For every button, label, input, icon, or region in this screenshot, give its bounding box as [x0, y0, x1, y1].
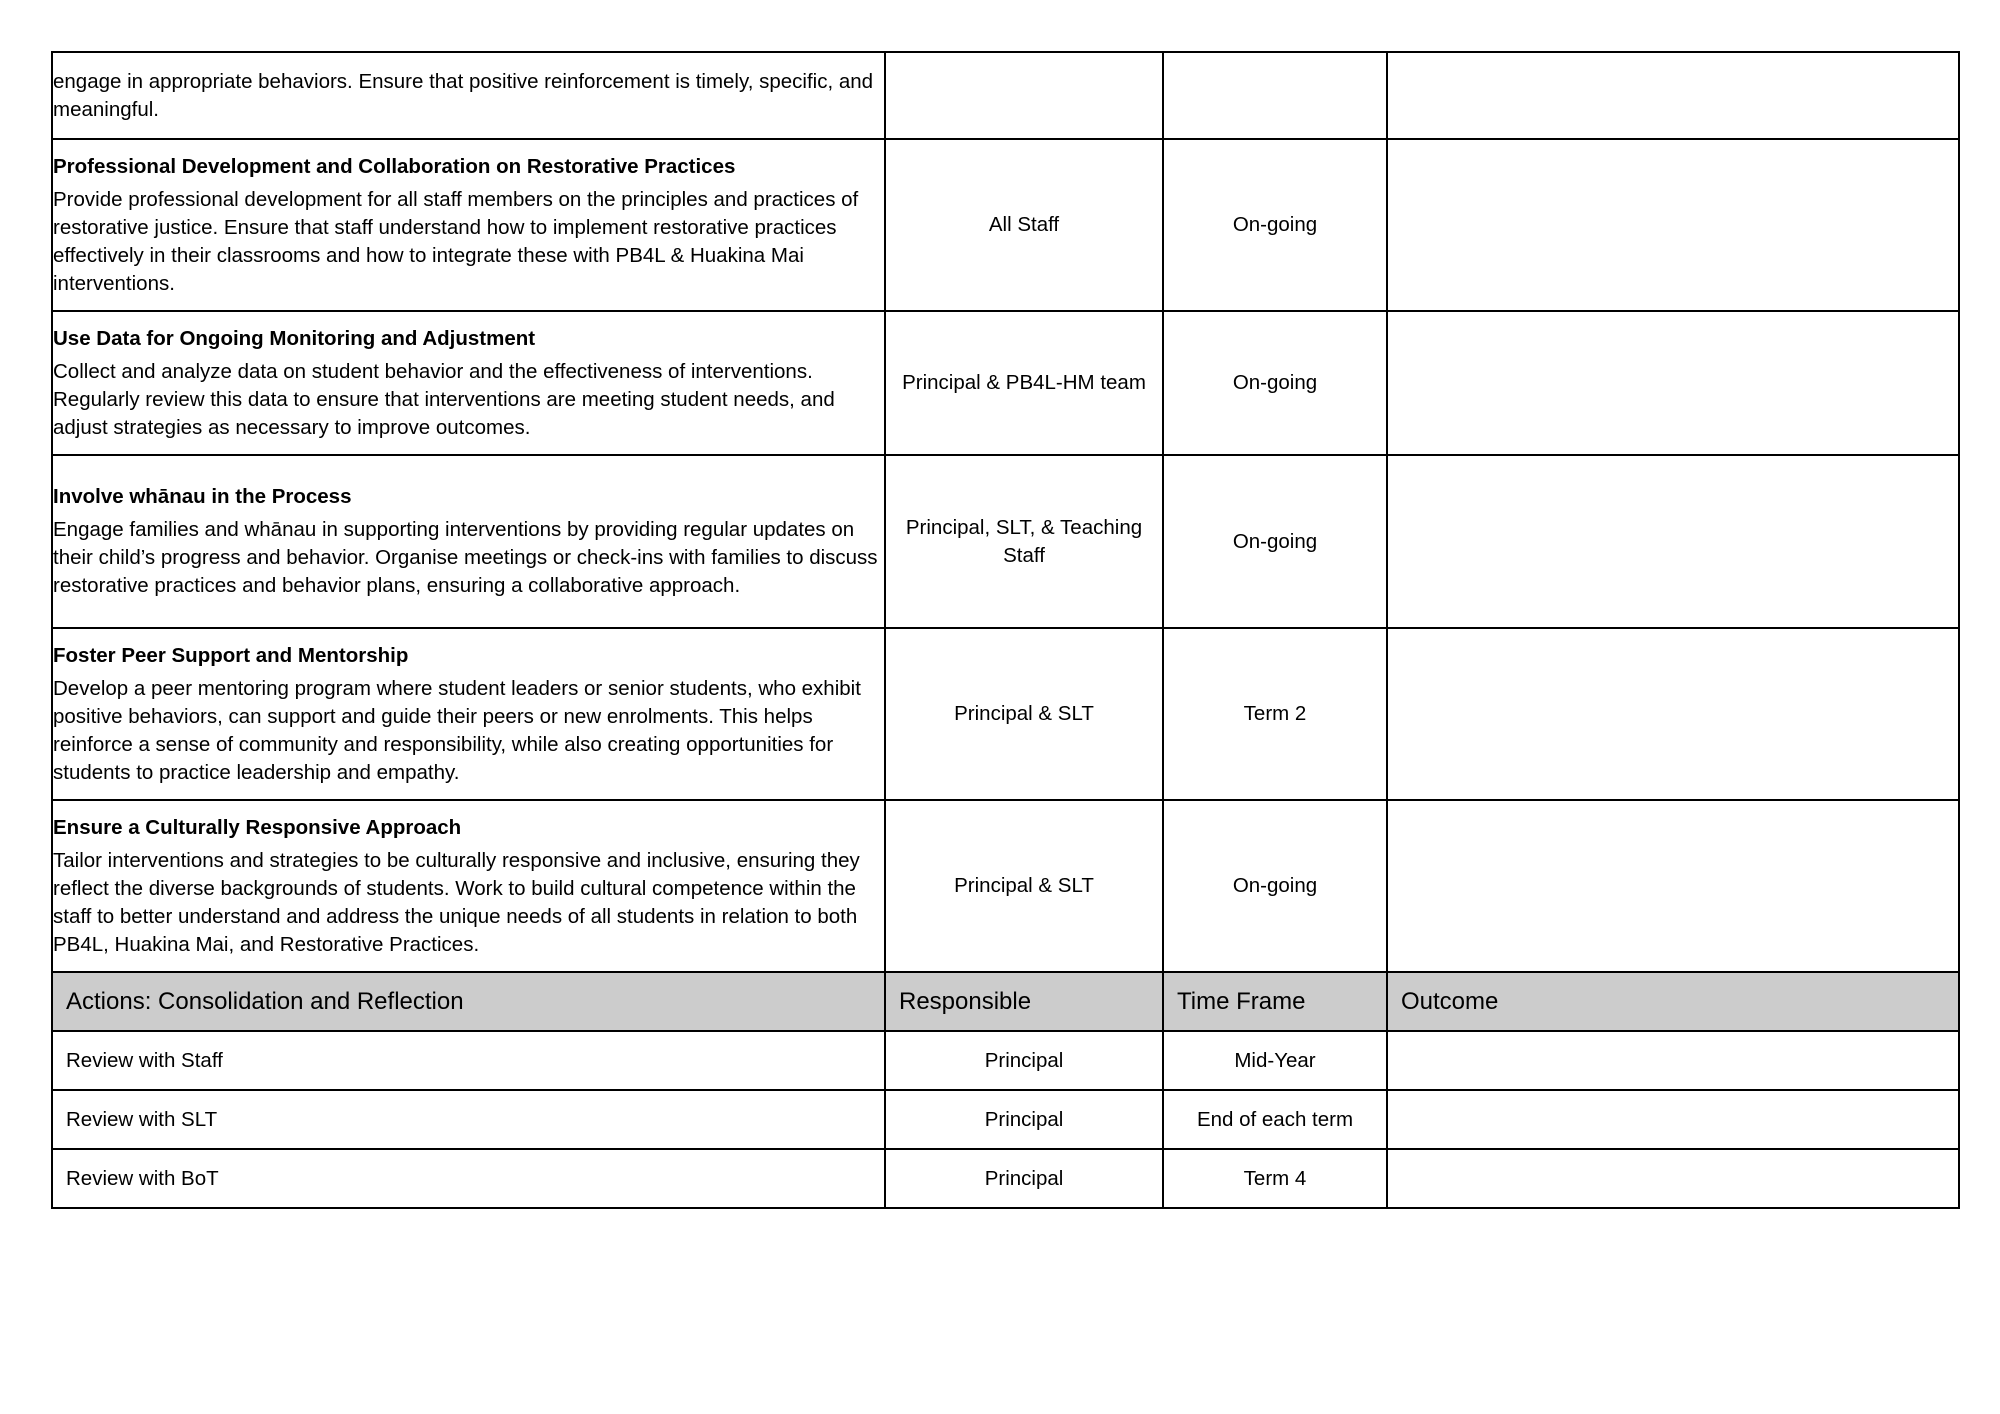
- action-title: Involve whānau in the Process: [53, 485, 352, 508]
- time-frame-cell: Term 2: [1163, 628, 1387, 800]
- responsible-cell: Principal & SLT: [885, 800, 1163, 972]
- table-row: [52, 1149, 1959, 1208]
- table-row: [52, 455, 1959, 628]
- header-responsible: Responsible: [885, 972, 1163, 1031]
- action-cell: [52, 311, 885, 455]
- table-row: [52, 52, 1959, 139]
- outcome-cell: [1387, 52, 1959, 139]
- action-title: Professional Development and Collaboration on Restorative Practices: [53, 154, 736, 178]
- action-cell: Review with BoT: [52, 1149, 885, 1208]
- time-frame-cell: Mid-Year: [1163, 1031, 1387, 1090]
- responsible-cell: Principal: [885, 1149, 1163, 1208]
- action-description: Collect and analyze data on student behavior and the effectiveness of interventions. Regularly review this data to ensure that interventions are meeting student needs, and adjust strategies as necessary to improve outcomes.: [53, 359, 835, 439]
- action-cell: [52, 628, 885, 800]
- table-row: [52, 139, 1959, 311]
- outcome-cell: [1387, 1031, 1959, 1090]
- outcome-cell: [1387, 800, 1959, 972]
- action-title: Foster Peer Support and Mentorship: [53, 643, 409, 667]
- header-time-frame: Time Frame: [1163, 972, 1387, 1031]
- time-frame-cell: On-going: [1163, 800, 1387, 972]
- header-actions: Actions: Consolidation and Reflection: [52, 972, 885, 1031]
- responsible-cell: Principal, SLT, & Teaching Staff: [885, 455, 1163, 628]
- action-title: Use Data for Ongoing Monitoring and Adjustment: [53, 326, 536, 350]
- responsible-cell: Principal & SLT: [885, 628, 1163, 800]
- action-cell: [52, 800, 885, 972]
- action-description: Provide professional development for all staff members on the principles and practices of restorative justice. Ensure that staff understand how to implement restorative practices effectively in their classrooms and how to integrate these with PB4L & Huakina Mai interventions.: [53, 187, 859, 295]
- header-outcome: Outcome: [1387, 972, 1959, 1031]
- responsible-cell: Principal: [885, 1090, 1163, 1149]
- table-row: [52, 800, 1959, 972]
- time-frame-cell: On-going: [1163, 455, 1387, 628]
- time-frame-cell: [1163, 52, 1387, 139]
- action-description: Develop a peer mentoring program where student leaders or senior students, who exhibit positive behaviors, can support and guide their peers or new enrolments. This helps reinforce a sense of community and responsibility, while also creating opportunities for students to practice leadership and empathy.: [53, 676, 861, 784]
- outcome-cell: [1387, 311, 1959, 455]
- outcome-cell: [1387, 1149, 1959, 1208]
- action-cell: Review with Staff: [52, 1031, 885, 1090]
- time-frame-cell: Term 4: [1163, 1149, 1387, 1208]
- outcome-cell: [1387, 455, 1959, 628]
- action-description: engage in appropriate behaviors. Ensure that positive reinforcement is timely, specific, and meaningful.: [53, 69, 874, 121]
- time-frame-cell: On-going: [1163, 311, 1387, 455]
- outcome-cell: [1387, 139, 1959, 311]
- action-description: Engage families and whānau in supporting interventions by providing regular updates on their child’s progress and behavior. Organise meetings or check-ins with families to discuss restorative practices and behavior plans, ensuring a collaborative approach.: [53, 518, 878, 597]
- outcome-cell: [1387, 1090, 1959, 1149]
- consolidation-header-row: [52, 972, 1959, 1031]
- responsible-cell: [885, 52, 1163, 139]
- table-row: [52, 311, 1959, 455]
- action-cell: Review with SLT: [52, 1090, 885, 1149]
- responsible-cell: Principal: [885, 1031, 1163, 1090]
- table-row: [52, 1031, 1959, 1090]
- table-row: [52, 1090, 1959, 1149]
- action-cell: [52, 139, 885, 311]
- time-frame-cell: End of each term: [1163, 1090, 1387, 1149]
- table-row: [52, 628, 1959, 800]
- action-cell: [52, 52, 885, 139]
- time-frame-cell: On-going: [1163, 139, 1387, 311]
- action-title: Ensure a Culturally Responsive Approach: [53, 815, 462, 839]
- action-plan-table: [51, 51, 1960, 1209]
- responsible-cell: All Staff: [885, 139, 1163, 311]
- outcome-cell: [1387, 628, 1959, 800]
- responsible-cell: Principal & PB4L-HM team: [885, 311, 1163, 455]
- action-cell: [52, 455, 885, 628]
- action-description: Tailor interventions and strategies to be culturally responsive and inclusive, ensuring they reflect the diverse backgrounds of students. Work to build cultural competence within the staff to better understand and address the unique needs of all students in relation to both PB4L, Huakina Mai, and Restorative Practices.: [53, 848, 860, 956]
